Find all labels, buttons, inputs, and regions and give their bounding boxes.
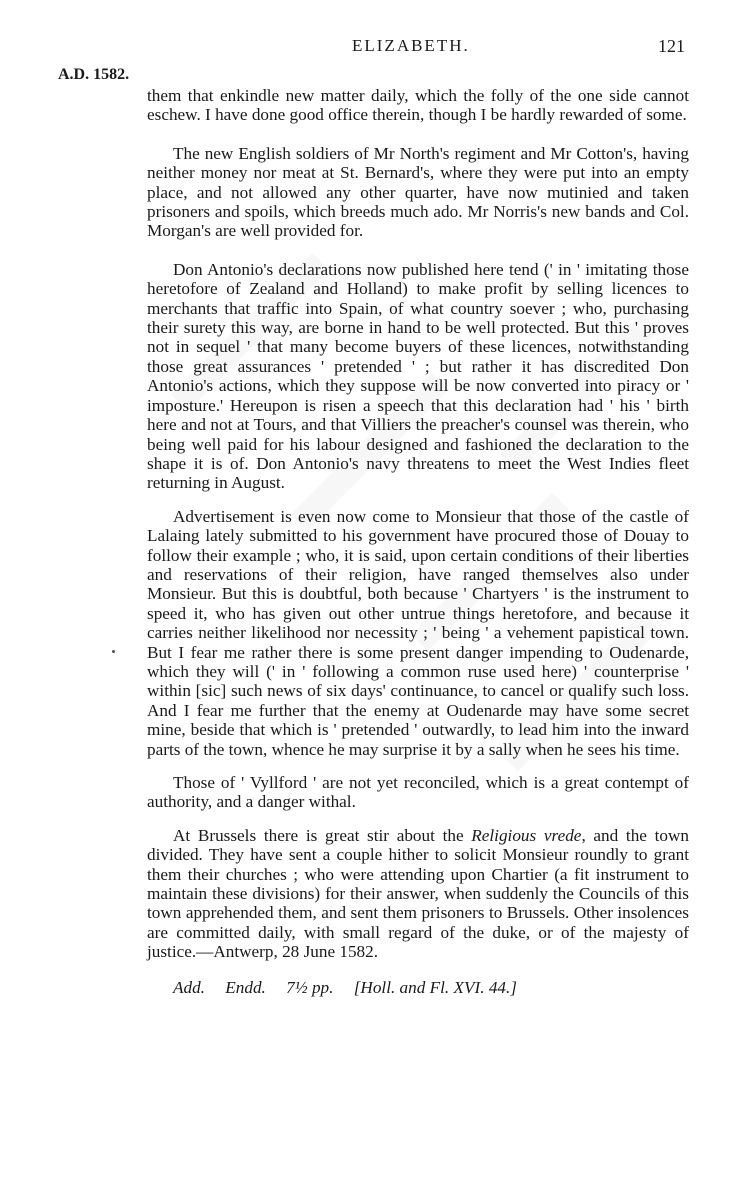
endorsement-pages: 7½ pp.	[286, 977, 334, 997]
paragraph-brussels-end: , and the town divided. They have sent a couple hither to solicit Monsieur roundly to grant them their churches ; who were attending upon Chartier (a fit instrument to maintain these divisions) for their answer, when suddenly the Councils of this town apprehended them, and sent them prisoners to Brussels. Other insolences are committed daily, with small regard of the duke, or of the majesty of justice.—Antwerp, 28 June 1582.	[147, 825, 689, 962]
endorsement-reference: [Holl. and Fl. XVI. 44.]	[353, 977, 517, 997]
running-head	[0, 36, 748, 62]
margin-date: A.D. 1582.	[58, 66, 130, 83]
endorsement-add: Add.	[173, 977, 205, 997]
paragraph-advertisement: Advertisement is even now come to Monsieur that those of the castle of Lalaing lately submitted to his government have procured those of Douay to follow their example ; who, it is said, upon certain conditions of their liberties and reservations of their religion, have ranged themselves also under Monsieur. But this is doubtful, both because ' Chartyers ' is the instrument to speed it, who has given out other untrue things heretofore, and because it carries neither likelihood nor necessity ; ' being ' a vehement papistical town. But I fear me rather there is some present danger impending to Oudenarde, which they will (' in ' following a common ruse used here) ' counterprise ' within [sic] such news of six days' continuance, to cancel or qualify such loss. And I fear me further that the enemy at Oudenarde may have some secret mine, beside that which is ' pretended ' outwardly, to lead him into the inward parts of the town, whence he may surprise it by a sally when he sees his time.	[147, 506, 689, 759]
paragraph-brussels	[147, 826, 689, 962]
page-number: 121	[658, 36, 685, 56]
paragraph-don-antonio: Don Antonio's declarations now published here tend (' in ' imitating those heretofore of Zealand and Holland) to make profit by selling licences to merchants that traffic into Spain, of what country soever ; who, purchasing their surety this way, are borne in hand to be well protected. But this ' proves not in sequel ' that many become buyers of these licences, notwithstanding those great assurances ' pretended ' ; but rather it has discredited Don Antonio's actions, which they suppose will be now converted into piracy or ' imposture.' Hereupon is risen a speech that this declaration had ' his ' birth here and not at Tours, and that Villiers the preacher's counsel was therein, who being well paid for his labour designed and fashioned the declaration to the shape it is of. Don Antonio's navy threatens to meet the West Indies fleet returning in August.	[147, 259, 689, 493]
paragraph-vyllford: Those of ' Vyllford ' are not yet reconciled, which is a great contempt of authority, and a danger withal.	[147, 773, 689, 812]
endorsement-line	[147, 978, 689, 997]
running-title: ELIZABETH.	[352, 36, 470, 55]
paragraph-brussels-start: At Brussels there is great stir about the	[173, 825, 472, 845]
endorsement-endd: Endd.	[225, 977, 266, 997]
stray-mark	[112, 650, 115, 653]
religious-vrede: Religious vrede	[471, 825, 582, 845]
paragraph-soldiers: The new English soldiers of Mr North's regiment and Mr Cotton's, having neither money nor meat at St. Bernard's, where they were put into an empty place, and not allowed any other quarter, have now mutinied and taken prisoners and spoils, which breeds much ado. Mr Norris's new bands and Col. Morgan's are well provided for.	[147, 143, 689, 241]
body-text	[147, 86, 689, 1014]
paragraph-continuation: them that enkindle new matter daily, which the folly of the one side cannot eschew. I have done good office therein, though I be hardly rewarded of some.	[147, 86, 689, 125]
